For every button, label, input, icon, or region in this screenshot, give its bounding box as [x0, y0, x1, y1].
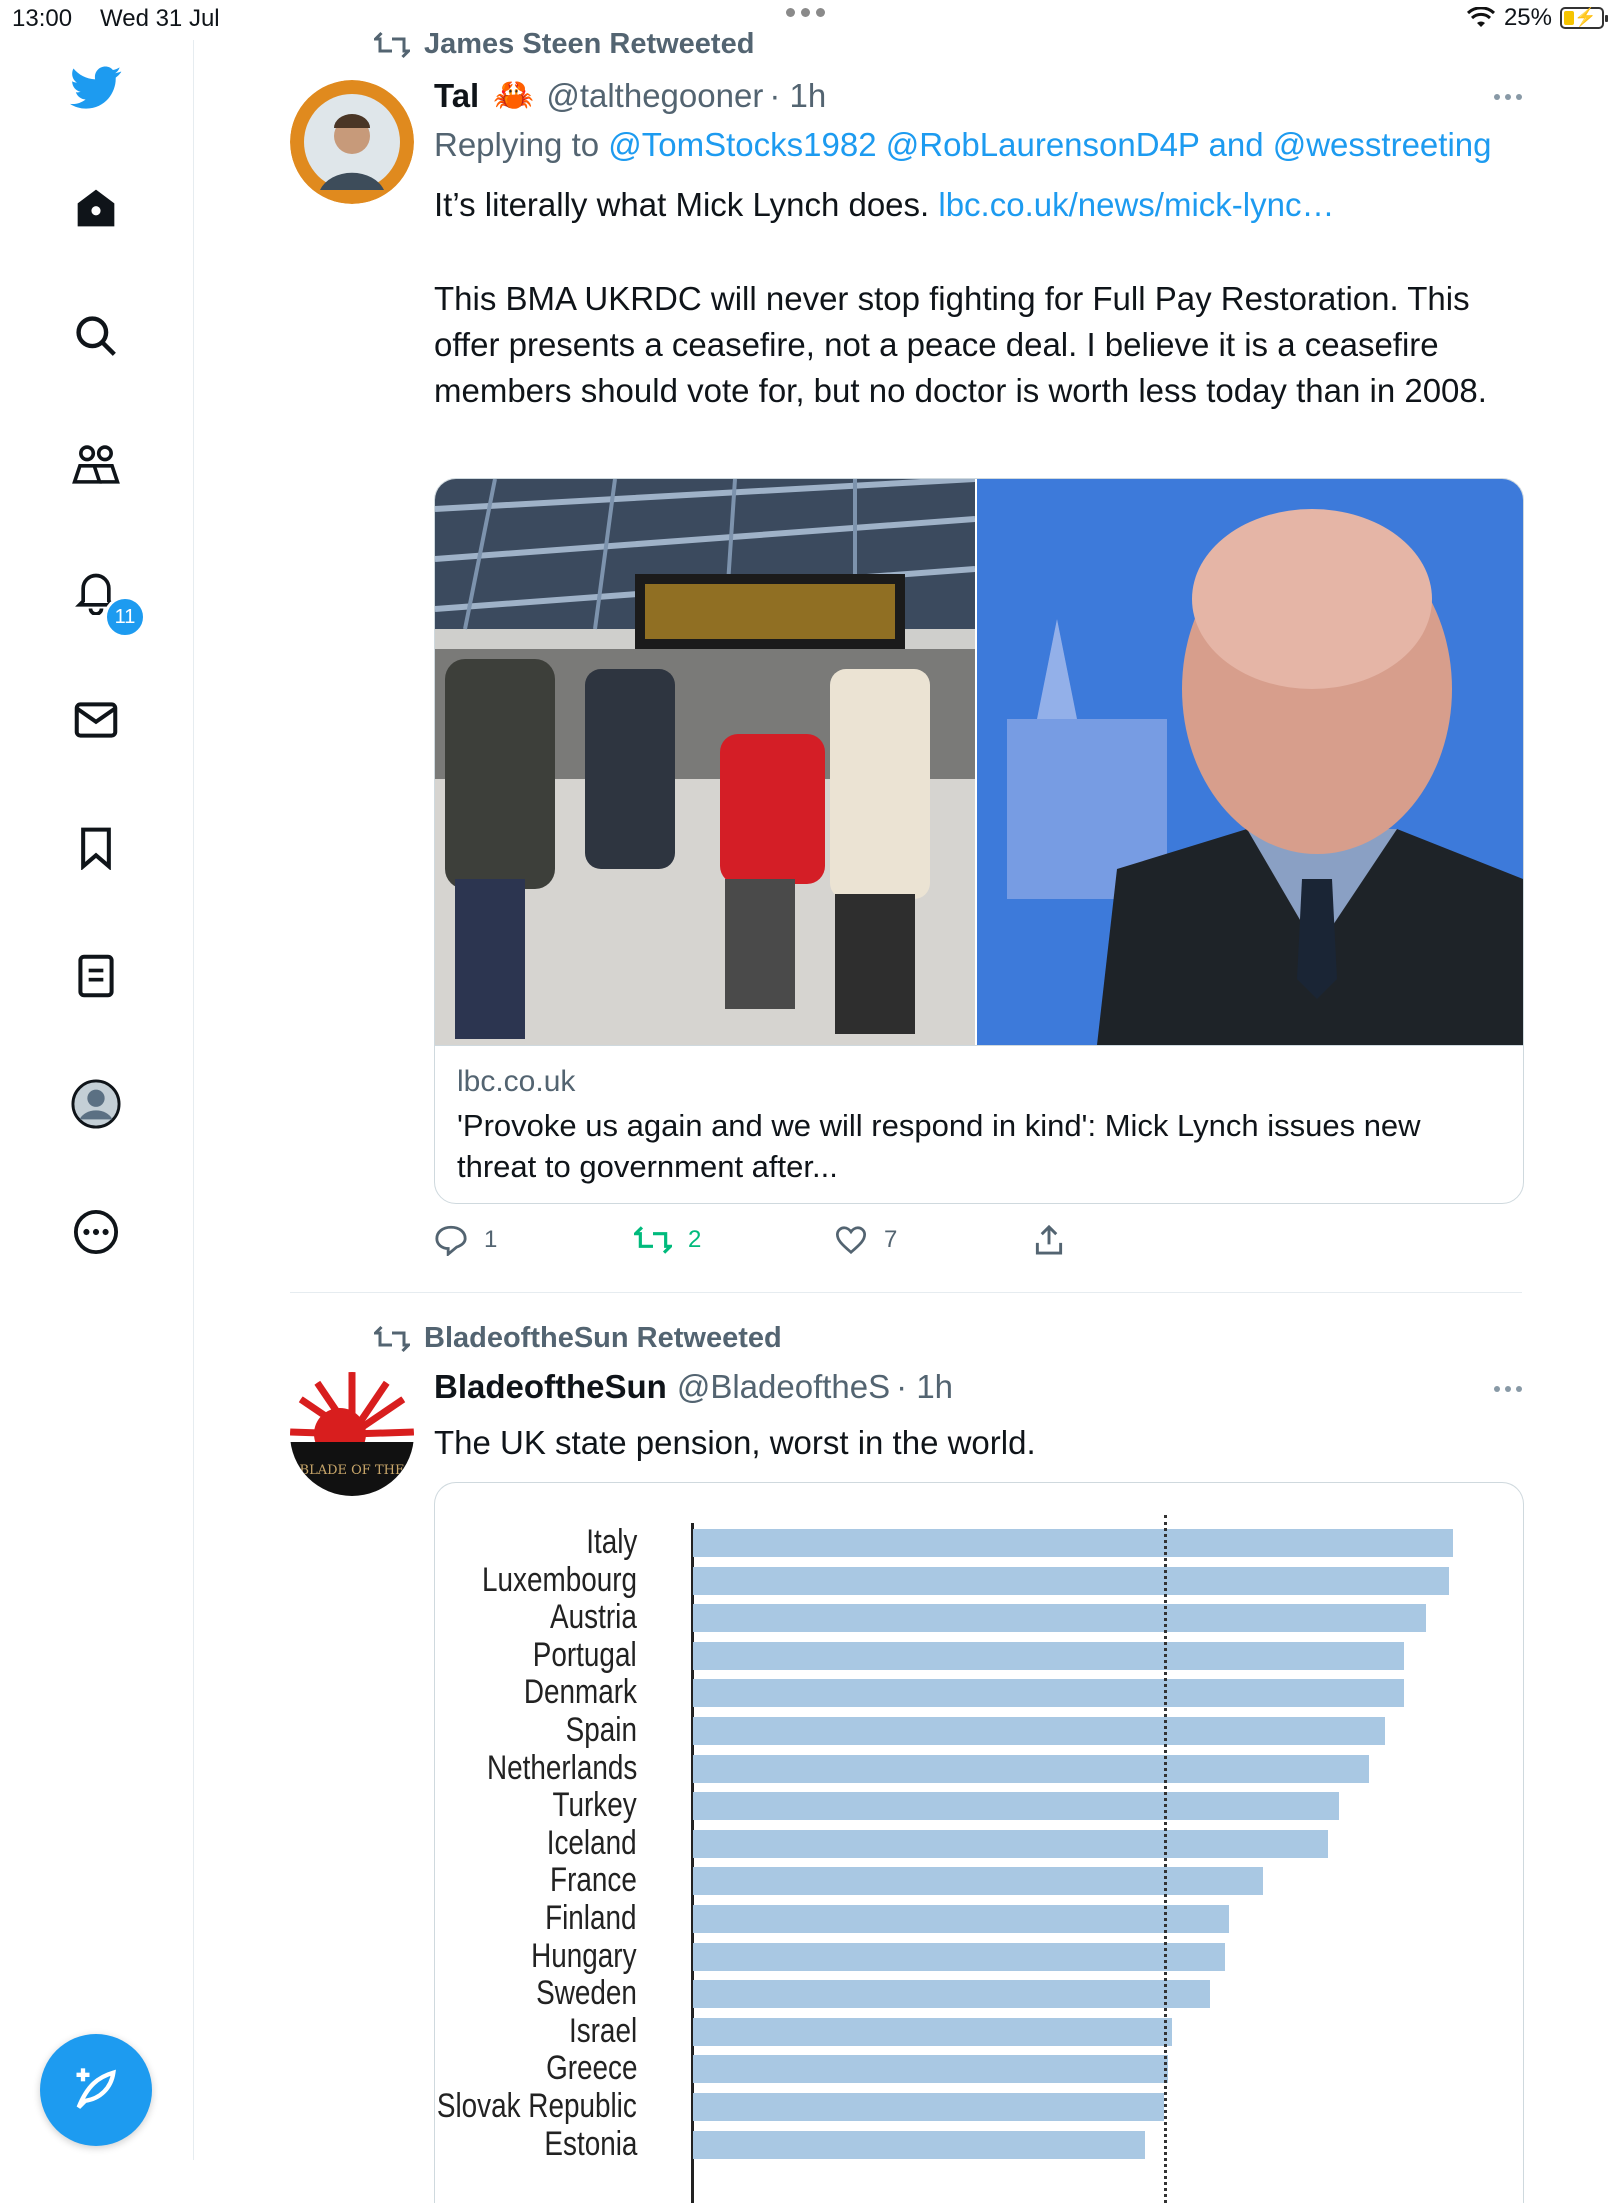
chart-category-label: Portugal: [533, 1635, 637, 1674]
home-icon[interactable]: [70, 182, 122, 234]
chart-row: [435, 1636, 1523, 1674]
retweet-context-text: James Steen Retweeted: [424, 28, 755, 60]
battery-icon: ⚡: [1560, 7, 1604, 29]
replying-to: [434, 122, 1522, 168]
tweet-author-row: [434, 76, 826, 115]
chart-reference-line: [1164, 1515, 1167, 2203]
tweet-text-body: This BMA UKRDC will never stop fighting for Full Pay Restoration. This offer presents a ceasefire, not a peace deal. I believe it is a ceasefire members should vote for, but no doctor is worth less today than in 2008.: [434, 280, 1487, 409]
heart-icon: [834, 1225, 868, 1255]
tweet-author-row-2: [434, 1368, 953, 1406]
bookmarks-icon[interactable]: [70, 822, 122, 874]
tweet-divider: [290, 1292, 1522, 1293]
like-count: 7: [884, 1226, 898, 1253]
chart-category-label: Sweden: [536, 1974, 637, 2013]
chart-category-label: Luxembourg: [482, 1560, 637, 1599]
chart-row: [435, 2087, 1523, 2125]
replying-prefix: Replying to: [434, 126, 600, 163]
tweet-more-icon[interactable]: [1494, 94, 1522, 100]
profile-avatar-icon[interactable]: [70, 1078, 122, 1130]
chart-category-label: Denmark: [523, 1673, 637, 1712]
chart-bar: [693, 1867, 1263, 1895]
blade-logo-text: BLADE OF THE: [299, 1463, 405, 1478]
chart-row: [435, 1673, 1523, 1711]
compose-tweet-button[interactable]: [40, 2034, 152, 2146]
author-handle[interactable]: @talthegooner: [546, 76, 764, 114]
retweet-context-2: [374, 1322, 782, 1355]
chart-bar: [693, 2055, 1168, 2083]
chart-row: [435, 1786, 1523, 1824]
author-name-2[interactable]: BladeoftheSun: [434, 1368, 667, 1405]
lists-icon[interactable]: [70, 950, 122, 1002]
chart-row: [435, 1711, 1523, 1749]
chart-bar: [693, 2018, 1172, 2046]
chart-category-label: Turkey: [552, 1786, 637, 1825]
retweet-count: 2: [688, 1226, 702, 1253]
chart-row: [435, 1899, 1523, 1937]
chart-row: [435, 2125, 1523, 2163]
reply-button[interactable]: [434, 1224, 634, 1256]
status-date: Wed 31 Jul: [100, 5, 220, 32]
wifi-icon: [1466, 7, 1496, 29]
tweet-text-start: It’s literally what Mick Lynch does.: [434, 186, 930, 223]
chart-bar: [693, 1604, 1426, 1632]
chart-bar: [693, 1830, 1328, 1858]
chart-bar: [693, 1529, 1453, 1557]
chart-bar: [693, 2093, 1164, 2121]
chart-bar: [693, 1943, 1225, 1971]
retweet-icon: [374, 1325, 410, 1353]
more-options-icon[interactable]: [70, 1206, 122, 1258]
chart-bar: [693, 1905, 1229, 1933]
chart-category-label: Iceland: [547, 1823, 637, 1862]
like-button[interactable]: [834, 1224, 1034, 1256]
chart-category-label: France: [550, 1861, 637, 1900]
chart-row: [435, 2049, 1523, 2087]
chart-bar: [693, 1567, 1449, 1595]
chart-bar: [693, 2131, 1145, 2159]
share-icon: [1034, 1224, 1064, 1256]
chart-row: [435, 1937, 1523, 1975]
chart-category-label: Finland: [545, 1899, 637, 1937]
sidebar: [0, 40, 194, 2160]
chart-bar: [693, 1642, 1404, 1670]
chart-category-label: Netherlands: [486, 1748, 637, 1787]
retweet-icon: [374, 31, 410, 59]
chart-category-label: Spain: [565, 1711, 637, 1749]
tweet-text-2: The UK state pension, worst in the world.: [434, 1424, 1036, 1461]
chart-category-label: Israel: [568, 2011, 637, 2050]
compose-feather-icon: [70, 2064, 122, 2116]
notifications-badge: 11: [104, 596, 146, 638]
tweet-text-intro: [434, 182, 1522, 228]
chart-image-card[interactable]: [434, 1482, 1524, 2203]
multitasking-dots[interactable]: [786, 8, 825, 17]
share-button[interactable]: [1034, 1224, 1234, 1256]
messages-mail-icon[interactable]: [70, 694, 122, 746]
reply-icon: [434, 1224, 468, 1256]
author-handle-2[interactable]: @BladeoftheS: [676, 1368, 891, 1405]
tweet-time-2[interactable]: · 1h: [896, 1368, 954, 1405]
bladeofthesun-avatar[interactable]: [290, 1372, 414, 1496]
chart-row: [435, 1598, 1523, 1636]
chart-bar: [693, 1755, 1369, 1783]
card-title: 'Provoke us again and we will respond in kind': Mick Lynch issues new threat to government after...: [457, 1108, 1421, 1184]
chart-row: [435, 1523, 1523, 1561]
chart-bar: [693, 1980, 1210, 2008]
chart-row: [435, 1561, 1523, 1599]
author-name[interactable]: Tal: [434, 76, 480, 114]
status-right: [1466, 4, 1604, 32]
chart-row: [435, 1861, 1523, 1899]
chart-bar: [693, 1792, 1339, 1820]
chart-row: [435, 1974, 1523, 2012]
twitter-logo-icon[interactable]: [70, 62, 122, 114]
pension-bar-chart: [435, 1523, 1523, 2203]
reply-count: 1: [484, 1226, 498, 1253]
status-bar: [0, 0, 1620, 40]
chart-category-label: Austria: [550, 1598, 637, 1637]
chart-row: [435, 2012, 1523, 2050]
retweet-action-icon: [634, 1225, 672, 1255]
chart-bar: [693, 1679, 1404, 1707]
chart-category-label: Greece: [545, 2049, 637, 2088]
retweet-context: [374, 28, 754, 61]
retweet-button[interactable]: [634, 1224, 834, 1256]
card-domain: lbc.co.uk: [457, 1065, 576, 1098]
status-time: 13:00: [12, 5, 73, 32]
card-image-portrait: [977, 479, 1523, 1045]
search-icon[interactable]: [70, 310, 122, 362]
reply-mentions[interactable]: @TomStocks1982 @RobLaurensonD4P and @wesstreeting: [608, 126, 1492, 163]
chart-category-label: Italy: [585, 1523, 637, 1561]
card-image-station: [435, 479, 975, 1045]
tweet-more-icon-2[interactable]: [1494, 1386, 1522, 1392]
tweet-link[interactable]: lbc.co.uk/news/mick-lync…: [938, 186, 1335, 223]
tweet-actions: [434, 1224, 1234, 1256]
crab-emoji-icon: 🦀: [493, 76, 535, 113]
battery-percent: 25%: [1503, 4, 1552, 31]
chart-category-label: Estonia: [544, 2124, 637, 2163]
communities-icon[interactable]: [70, 438, 122, 490]
link-preview-card[interactable]: [434, 478, 1524, 1204]
chart-category-label: Hungary: [531, 1936, 637, 1975]
tal-avatar[interactable]: [290, 80, 414, 204]
chart-bar: [693, 1717, 1385, 1745]
chart-row: [435, 1824, 1523, 1862]
chart-row: [435, 1749, 1523, 1787]
tweet-time[interactable]: · 1h: [769, 76, 827, 114]
retweet-context-text-2: BladeoftheSun Retweeted: [424, 1322, 782, 1354]
chart-category-label: Slovak Republic: [437, 2087, 637, 2125]
